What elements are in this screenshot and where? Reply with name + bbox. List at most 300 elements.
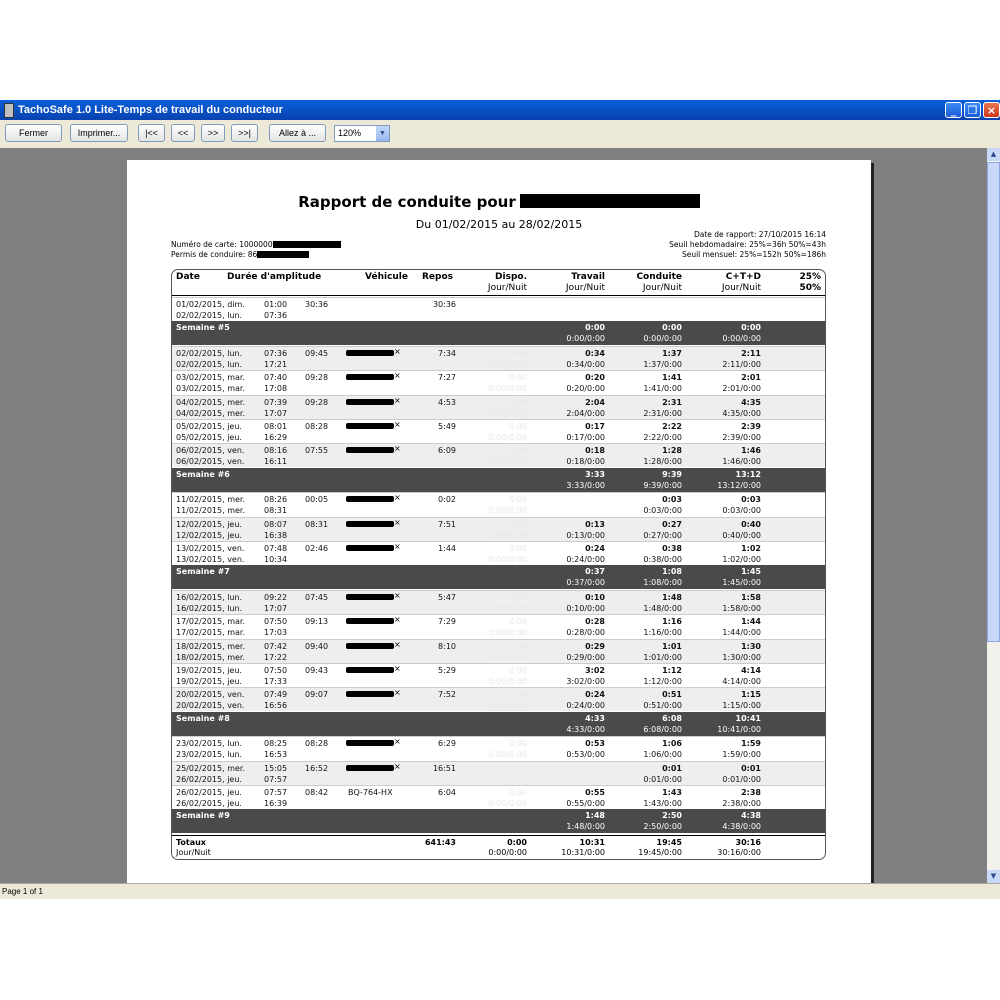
redacted-driver-name	[520, 194, 700, 208]
redacted-vehicle	[346, 691, 394, 697]
driving: 0:27	[662, 519, 682, 529]
dispo-split: 0:00/0:00	[488, 750, 527, 760]
redacted-vehicle	[346, 618, 394, 624]
driving: 1:41	[662, 373, 682, 383]
work: 0:28	[585, 617, 605, 627]
rest: 0:02	[438, 495, 456, 505]
start-date: 17/02/2015, mar.	[176, 617, 245, 627]
start-date: 13/02/2015, ven.	[176, 544, 245, 553]
license-label: Permis de conduire: 86	[171, 250, 258, 259]
minimize-button[interactable]: _	[945, 102, 962, 118]
start-time: 09:22	[264, 592, 288, 602]
goto-page-button[interactable]: Allez à ...	[269, 124, 326, 142]
work-split: 0:20/0:00	[566, 384, 605, 394]
print-button[interactable]: Imprimer...	[70, 124, 128, 142]
table-row	[172, 785, 825, 809]
totals-ctd-split: 30:16/0:00	[717, 847, 761, 857]
week-label: Semaine #5	[176, 323, 230, 333]
redacted-vehicle	[346, 350, 394, 356]
next-page-button[interactable]: >>	[201, 124, 225, 142]
driving-split: 1:43/0:00	[643, 799, 682, 808]
ctd: 0:03	[741, 495, 761, 505]
ctd-split: 2:39/0:00	[722, 433, 761, 442]
driving: 0:01	[662, 763, 682, 773]
dispo-split: 0:00/0:00	[488, 530, 527, 540]
driving: 1:06	[662, 739, 682, 749]
week-work-total: 1:48	[585, 811, 605, 821]
redacted-vehicle	[346, 374, 394, 380]
end-date: 23/02/2015, lun.	[176, 750, 243, 760]
start-time: 07:48	[264, 544, 288, 553]
driving-split: 2:22/0:00	[643, 433, 682, 442]
header-work: Travail	[571, 272, 605, 282]
work-split: 0:34/0:00	[566, 359, 605, 369]
driving-license	[171, 250, 309, 260]
week-work-total: 0:37	[585, 567, 605, 577]
ctd-split: 1:58/0:00	[722, 603, 761, 613]
vertical-scrollbar[interactable]	[987, 148, 1000, 883]
driving: 1:43	[662, 788, 682, 797]
week-label: Semaine #9	[176, 811, 230, 821]
driving-split: 0:27/0:00	[643, 530, 682, 540]
app-window	[0, 100, 1000, 898]
week-driving-total: 2:50	[662, 811, 682, 821]
amplitude: 08:31	[305, 519, 329, 529]
ctd-split: 2:01/0:00	[722, 384, 761, 394]
table-row	[172, 663, 825, 687]
dispo-value: 0:00	[509, 544, 527, 553]
dispo-split: 0:00/0:00	[488, 408, 527, 418]
end-time: 07:36	[264, 311, 288, 320]
first-page-button[interactable]: |<<	[138, 124, 165, 142]
ctd: 1:15	[741, 690, 761, 700]
amplitude: 08:28	[305, 739, 329, 749]
work-split: 0:29/0:00	[566, 652, 605, 662]
start-time: 07:50	[264, 666, 288, 675]
report-period: Du 01/02/2015 au 28/02/2015	[415, 218, 583, 231]
end-time: 16:56	[264, 701, 288, 711]
start-time: 01:00	[264, 300, 288, 309]
week-driving-split: 2:50/0:00	[643, 822, 682, 832]
week-ctd-total: 0:00	[741, 323, 761, 333]
driving-split: 0:03/0:00	[643, 506, 682, 516]
work: 0:34	[585, 348, 605, 358]
start-time: 15:05	[264, 763, 288, 773]
ctd-split: 1:02/0:00	[722, 555, 761, 564]
week-work-total: 4:33	[585, 713, 605, 723]
header-amplitude: Durée d'amplitude	[227, 272, 322, 282]
dispo-split: 0:00/0:00	[488, 677, 527, 686]
zoom-select[interactable]	[334, 125, 390, 142]
rest: 4:53	[438, 397, 456, 407]
work-split: 0:55/0:00	[566, 799, 605, 808]
week-work-split: 1:48/0:00	[566, 822, 605, 832]
end-time: 17:22	[264, 652, 288, 662]
ctd: 1:30	[741, 641, 761, 651]
end-date: 02/02/2015, lun.	[176, 311, 243, 320]
redacted-license	[257, 251, 309, 258]
driving: 0:03	[662, 495, 682, 505]
dispo-split: 0:00/0:00	[488, 555, 527, 564]
driving-split: 1:41/0:00	[643, 384, 682, 394]
driving-split: 2:31/0:00	[643, 408, 682, 418]
chevron-down-icon[interactable]: ▼	[376, 126, 389, 141]
work-split: 2:04/0:00	[566, 408, 605, 418]
header-50-percent: 50%	[799, 283, 821, 293]
rest: 1:44	[438, 544, 456, 553]
week-driving-split: 6:08/0:00	[643, 724, 682, 734]
amplitude: 07:55	[305, 446, 329, 456]
previous-page-button[interactable]: <<	[171, 124, 195, 142]
totals-work-split: 10:31/0:00	[561, 847, 605, 857]
totals-sub-label: Jour/Nuit	[176, 847, 211, 857]
dispo-value: 0:00	[509, 397, 527, 407]
ctd-split: 2:11/0:00	[722, 359, 761, 369]
ctd-split: 0:03/0:00	[722, 506, 761, 516]
driving: 2:31	[662, 397, 682, 407]
work-split: 0:13/0:00	[566, 530, 605, 540]
header-driving: Conduite	[636, 272, 682, 282]
start-time: 07:57	[264, 788, 288, 797]
dispo-value: 0:00	[509, 446, 527, 456]
driving: 1:37	[662, 348, 682, 358]
ctd: 1:59	[741, 739, 761, 749]
table-row	[172, 297, 825, 321]
end-date: 26/02/2015, jeu.	[176, 774, 242, 784]
scroll-down-icon[interactable]: ▼	[987, 870, 1000, 883]
report-page	[127, 160, 871, 883]
redacted-vehicle	[346, 521, 394, 527]
table-row	[172, 639, 825, 663]
week-driving-total: 6:08	[662, 713, 682, 723]
ctd: 2:39	[741, 422, 761, 431]
ctd-split: 4:14/0:00	[722, 677, 761, 686]
ctd-split: 4:35/0:00	[722, 408, 761, 418]
scroll-thumb[interactable]	[987, 162, 1000, 642]
table-row	[172, 443, 825, 467]
end-date: 20/02/2015, ven.	[176, 701, 245, 711]
driving-split: 1:37/0:00	[643, 359, 682, 369]
start-date: 01/02/2015, dim.	[176, 300, 245, 309]
driving: 1:28	[662, 446, 682, 456]
start-time: 07:39	[264, 397, 288, 407]
rest: 7:34	[438, 348, 456, 358]
end-date: 16/02/2015, lun.	[176, 603, 243, 613]
card-number	[171, 240, 341, 250]
amplitude: 08:42	[305, 788, 329, 797]
totals-driving: 19:45	[656, 837, 682, 847]
end-date: 11/02/2015, mer.	[176, 506, 246, 516]
dispo-value: 0:00	[509, 739, 527, 749]
header-work-sub: Jour/Nuit	[565, 283, 605, 293]
card-number-label: Numéro de carte: 1000000	[171, 240, 273, 249]
rest: 6:04	[438, 788, 456, 797]
driving: 1:01	[662, 641, 682, 651]
start-time: 07:36	[264, 348, 288, 358]
end-date: 26/02/2015, jeu.	[176, 799, 242, 808]
week-summary-row	[172, 809, 825, 833]
header-ctd: C+T+D	[725, 272, 761, 282]
status-bar	[0, 883, 1000, 899]
table-row	[172, 419, 825, 443]
work: 0:10	[585, 592, 605, 602]
ctd-split: 2:38/0:00	[722, 799, 761, 808]
table-row	[172, 541, 825, 565]
report-title	[127, 193, 871, 211]
maximize-button[interactable]: ❐	[964, 102, 981, 118]
dispo-split: 0:00/0:00	[488, 603, 527, 613]
table-row	[172, 492, 825, 516]
week-ctd-split: 1:45/0:00	[722, 578, 761, 588]
ctd-split: 1:30/0:00	[722, 652, 761, 662]
header-vehicle: Véhicule	[365, 272, 409, 282]
week-driving-split: 9:39/0:00	[643, 480, 682, 490]
start-time: 07:42	[264, 641, 288, 651]
table-header	[172, 270, 825, 296]
ctd: 1:58	[741, 592, 761, 602]
work: 3:02	[585, 666, 605, 675]
amplitude: 09:28	[305, 373, 329, 383]
dispo-split: 0:00/0:00	[488, 506, 527, 516]
driving: 0:38	[662, 544, 682, 553]
dispo-value: 0:00	[509, 348, 527, 358]
rest: 5:49	[438, 422, 456, 431]
totals-dispo-split: 0:00/0:00	[488, 847, 527, 857]
amplitude: 09:45	[305, 348, 329, 358]
end-time: 08:31	[264, 506, 288, 516]
ctd-split: 1:46/0:00	[722, 457, 761, 467]
redacted-vehicle	[346, 399, 394, 405]
week-driving-total: 0:00	[662, 323, 682, 333]
dispo-value: 0:00	[509, 641, 527, 651]
driving-split: 1:28/0:00	[643, 457, 682, 467]
amplitude: 09:43	[305, 666, 329, 675]
week-summary-row	[172, 468, 825, 492]
work-split: 0:28/0:00	[566, 628, 605, 638]
week-work-total: 0:00	[585, 323, 605, 333]
ctd: 2:01	[741, 373, 761, 383]
start-date: 03/02/2015, mar.	[176, 373, 245, 383]
table-row	[172, 370, 825, 394]
work: 0:17	[585, 422, 605, 431]
dispo-split: 0:00/0:00	[488, 652, 527, 662]
end-time: 17:03	[264, 628, 288, 638]
report-title-text: Rapport de conduite pour	[298, 193, 516, 211]
totals-label: Totaux	[176, 837, 206, 847]
rest: 5:47	[438, 592, 456, 602]
window-title: TachoSafe 1.0 Lite-Temps de travail du conducteur	[18, 104, 283, 116]
work: 2:04	[585, 397, 605, 407]
driving-split: 1:16/0:00	[643, 628, 682, 638]
ctd-split: 0:40/0:00	[722, 530, 761, 540]
totals-driving-split: 19:45/0:00	[638, 847, 682, 857]
redacted-card	[273, 241, 341, 248]
work-split: 0:24/0:00	[566, 701, 605, 711]
dispo-value: 0:00	[509, 373, 527, 383]
dispo-value: 0:00	[509, 690, 527, 700]
week-label: Semaine #7	[176, 567, 230, 577]
amplitude: 07:45	[305, 592, 329, 602]
totals-ctd: 30:16	[735, 837, 761, 847]
week-ctd-split: 13:12/0:00	[717, 480, 761, 490]
totals-row	[172, 835, 825, 860]
start-date: 04/02/2015, mer.	[176, 397, 246, 407]
table-row	[172, 614, 825, 638]
zoom-value: 120%	[338, 128, 362, 138]
rest: 6:09	[438, 446, 456, 456]
work: 0:29	[585, 641, 605, 651]
work-split: 0:53/0:00	[566, 750, 605, 760]
work-split: 0:24/0:00	[566, 555, 605, 564]
week-work-split: 0:00/0:00	[566, 334, 605, 344]
redacted-vehicle	[346, 423, 394, 429]
ctd: 2:11	[741, 348, 761, 358]
ctd: 0:01	[741, 763, 761, 773]
work-split: 0:18/0:00	[566, 457, 605, 467]
rest: 7:52	[438, 690, 456, 700]
week-label: Semaine #6	[176, 469, 230, 479]
work: 0:20	[585, 373, 605, 383]
week-summary-row	[172, 321, 825, 345]
end-time: 17:21	[264, 359, 288, 369]
table-row	[172, 761, 825, 785]
week-driving-total: 1:08	[662, 567, 682, 577]
driving: 0:51	[662, 690, 682, 700]
end-time: 17:07	[264, 603, 288, 613]
week-ctd-split: 4:38/0:00	[722, 822, 761, 832]
header-rest: Repos	[422, 272, 454, 282]
week-summary-row	[172, 565, 825, 589]
start-time: 08:16	[264, 446, 288, 456]
driving-split: 0:38/0:00	[643, 555, 682, 564]
totals-work: 10:31	[579, 837, 605, 847]
table-row	[172, 736, 825, 760]
header-dispo: Dispo.	[495, 272, 527, 282]
start-date: 06/02/2015, ven.	[176, 446, 245, 456]
amplitude: 09:13	[305, 617, 329, 627]
scroll-up-icon[interactable]: ▲	[987, 148, 1000, 161]
start-date: 19/02/2015, jeu.	[176, 666, 242, 675]
amplitude: 16:52	[305, 763, 329, 773]
table-row	[172, 590, 825, 614]
report-date: Date de rapport: 27/10/2015 16:14	[693, 230, 826, 239]
end-time: 07:57	[264, 774, 288, 784]
report-viewport[interactable]	[0, 148, 987, 883]
amplitude: 02:46	[305, 544, 329, 553]
week-summary-row	[172, 712, 825, 736]
start-date: 18/02/2015, mer.	[176, 641, 246, 651]
driving: 1:48	[662, 592, 682, 602]
title-bar	[0, 100, 1000, 120]
totals-rest: 641:43	[424, 837, 456, 847]
driving: 1:12	[662, 666, 682, 675]
week-work-total: 3:33	[585, 469, 605, 479]
rest: 8:10	[438, 641, 456, 651]
rest: 30:36	[432, 300, 456, 309]
ctd: 1:02	[741, 544, 761, 553]
dispo-split: 0:00/0:00	[488, 384, 527, 394]
dispo-split: 0:00/0:00	[488, 628, 527, 638]
amplitude: 30:36	[305, 300, 329, 309]
last-page-button[interactable]: >>|	[231, 124, 258, 142]
header-ctd-sub: Jour/Nuit	[721, 283, 761, 293]
header-dispo-sub: Jour/Nuit	[487, 283, 527, 293]
monthly-threshold: Seuil mensuel: 25%=152h 50%=186h	[681, 250, 826, 259]
driving: 2:22	[662, 422, 682, 431]
start-date: 23/02/2015, lun.	[176, 739, 243, 749]
start-time: 08:25	[264, 739, 288, 749]
amplitude: 08:28	[305, 422, 329, 431]
driving: 1:16	[662, 617, 682, 627]
dispo-split: 0:00/0:00	[488, 701, 527, 711]
redacted-vehicle	[346, 667, 394, 673]
weekly-threshold: Seuil hebdomadaire: 25%=36h 50%=43h	[669, 240, 826, 249]
work: 0:24	[585, 690, 605, 700]
end-time: 16:11	[264, 457, 288, 467]
end-time: 16:38	[264, 530, 288, 540]
redacted-vehicle	[346, 765, 394, 771]
close-window-button[interactable]: ×	[983, 102, 1000, 118]
week-ctd-total: 13:12	[735, 469, 761, 479]
start-date: 25/02/2015, mer.	[176, 763, 246, 773]
header-driving-sub: Jour/Nuit	[642, 283, 682, 293]
amplitude: 09:40	[305, 641, 329, 651]
table-row	[172, 395, 825, 419]
amplitude: 09:28	[305, 397, 329, 407]
week-label: Semaine #8	[176, 713, 230, 723]
work: 0:13	[585, 519, 605, 529]
redacted-vehicle	[346, 594, 394, 600]
close-button[interactable]: Fermer	[5, 124, 62, 142]
work-split: 0:10/0:00	[566, 603, 605, 613]
end-date: 02/02/2015, lun.	[176, 359, 243, 369]
rest: 7:51	[438, 519, 456, 529]
week-work-split: 0:37/0:00	[566, 578, 605, 588]
redacted-vehicle	[346, 643, 394, 649]
dispo-split: 0:00/0:00	[488, 799, 527, 808]
ctd-split: 1:15/0:00	[722, 701, 761, 711]
rest: 7:29	[438, 617, 456, 627]
amplitude: 09:07	[305, 690, 329, 700]
ctd: 0:40	[741, 519, 761, 529]
end-time: 17:08	[264, 384, 288, 394]
dispo-value: 0:00	[509, 617, 527, 627]
start-date: 12/02/2015, jeu.	[176, 519, 242, 529]
ctd-split: 1:44/0:00	[722, 628, 761, 638]
driving-split: 1:06/0:00	[643, 750, 682, 760]
end-date: 12/02/2015, jeu.	[176, 530, 242, 540]
end-time: 17:07	[264, 408, 288, 418]
dispo-value: 0:00	[509, 495, 527, 505]
driving-split: 1:12/0:00	[643, 677, 682, 686]
ctd-split: 0:01/0:00	[722, 774, 761, 784]
week-driving-split: 1:08/0:00	[643, 578, 682, 588]
end-time: 16:39	[264, 799, 288, 808]
redacted-vehicle	[346, 545, 394, 551]
start-time: 07:50	[264, 617, 288, 627]
work: 0:53	[585, 739, 605, 749]
header-date: Date	[176, 272, 200, 282]
start-date: 05/02/2015, jeu.	[176, 422, 242, 431]
table-row	[172, 517, 825, 541]
work: 0:55	[585, 788, 605, 797]
start-time: 07:49	[264, 690, 288, 700]
toolbar	[0, 120, 1000, 148]
start-date: 26/02/2015, jeu.	[176, 788, 242, 797]
driving-split: 1:48/0:00	[643, 603, 682, 613]
start-date: 16/02/2015, lun.	[176, 592, 243, 602]
redacted-vehicle	[346, 447, 394, 453]
